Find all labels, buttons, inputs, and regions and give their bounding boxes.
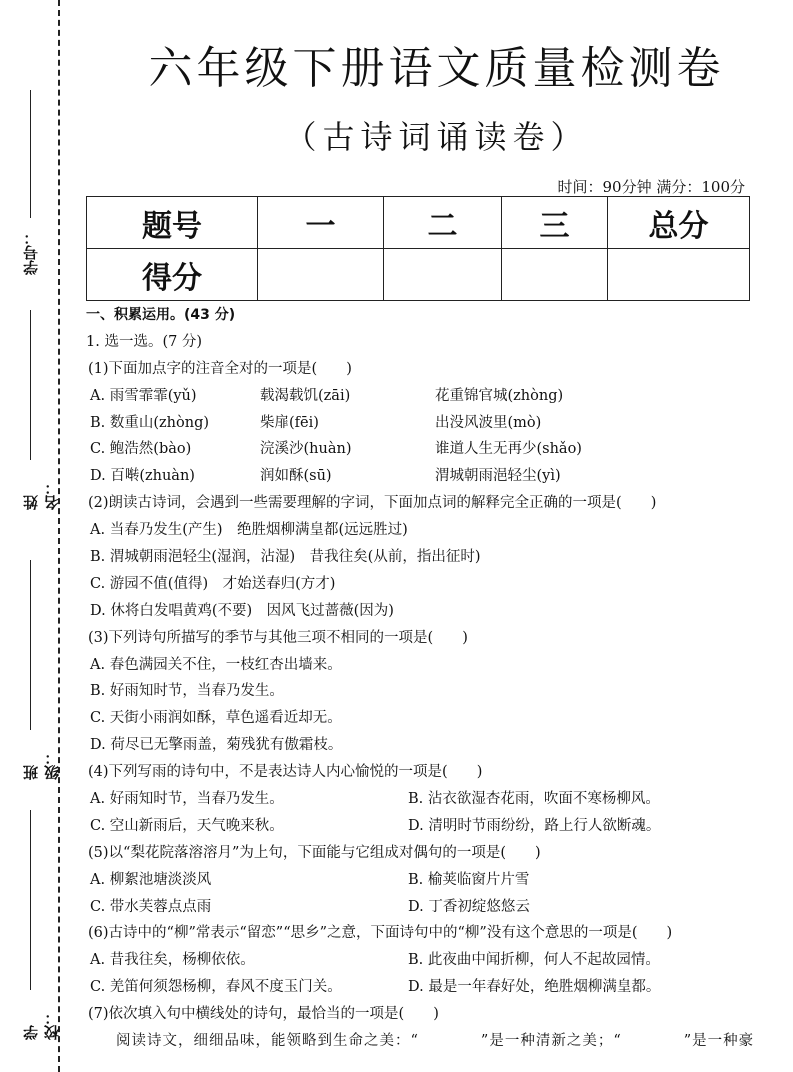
option-c[interactable]: C. 游园不值(值得) 才始送春归(方才) [90, 575, 336, 592]
reading-passage-line: 阅读诗文，细细品味，能领略到生命之美：“ ”是一种清新之美；“ ”是一种豪 [116, 1033, 755, 1050]
school-label: 学校： [22, 1010, 61, 1040]
name-underline [30, 310, 31, 460]
option-d[interactable]: D. 丁香初绽悠悠云 [408, 898, 530, 915]
question-content [86, 302, 776, 1055]
option-d[interactable]: D. 休将白发唱黄鸡(不要) 因风飞过蔷薇(因为) [90, 602, 394, 619]
option-d[interactable]: D. 最是一年春好处，绝胜烟柳满皇都。 [408, 979, 661, 996]
school-underline [30, 810, 31, 990]
option-row [86, 947, 776, 974]
option-b[interactable]: B. 榆荚临窗片片雪 [408, 871, 530, 888]
score-cell-1[interactable] [258, 249, 384, 301]
option-c[interactable]: C. 羌笛何须怨杨柳，春风不度玉门关。 [90, 979, 342, 996]
page-title: 六年级下册语文质量检测卷 [148, 43, 725, 94]
option-row [86, 867, 776, 894]
sub-question-stem: (1)下面加点字的注音全对的一项是( ) [88, 360, 352, 377]
option-b[interactable]: B. 好雨知时节，当春乃发生。 [90, 683, 284, 700]
option-row [86, 436, 776, 463]
option-a[interactable]: A. 柳絮池塘淡淡风 [90, 871, 212, 888]
option-row [86, 383, 776, 410]
sub-question-stem: (7)依次填入句中横线处的诗句，最恰当的一项是( ) [88, 1006, 439, 1023]
score-header-total: 总分 [608, 197, 750, 249]
score-table [86, 196, 750, 301]
score-header-1: 一 [258, 197, 384, 249]
option-d[interactable]: D. 清明时节雨纷纷，路上行人欲断魂。 [408, 817, 661, 834]
option-d[interactable]: D. 百啭(zhuàn) [90, 468, 195, 485]
option-a[interactable]: A. 昔我往矣，杨柳依依。 [90, 952, 255, 969]
option-c[interactable]: C. 空山新雨后，天气晚来秋。 [90, 817, 284, 834]
option-row [86, 974, 776, 1001]
page-subtitle: （古诗词诵读卷） [284, 118, 589, 156]
option-b[interactable]: B. 沾衣欲湿杏花雨，吹面不寒杨柳风。 [408, 791, 660, 808]
option-a[interactable]: A. 好雨知时节，当春乃发生。 [90, 791, 284, 808]
option-b[interactable]: B. 数重山(zhòng) [90, 414, 210, 431]
binding-margin-dashed-line [58, 0, 60, 1072]
option-b-word3: 出没风波里(mò) [435, 414, 542, 431]
option-d[interactable]: D. 荷尽已无擎雨盖，菊残犹有傲霜枝。 [90, 737, 343, 754]
option-a[interactable]: A. 春色满园关不住，一枝红杏出墙来。 [90, 656, 342, 673]
score-row-label: 得分 [87, 249, 258, 301]
score-cell-total[interactable] [608, 249, 750, 301]
sub-question-stem: (6)古诗中的“柳”常表示“留恋”“思乡”之意，下面诗句中的“柳”没有这个意思的一项是( ) [88, 925, 673, 942]
option-c[interactable]: C. 带水芙蓉点点雨 [90, 898, 212, 915]
option-b-word2: 柴扉(fēi) [260, 414, 319, 431]
score-header-3: 三 [502, 197, 608, 249]
sub-question-stem: (2)朗读古诗词，会遇到一些需要理解的字词，下面加点词的解释完全正确的一项是( ) [88, 495, 657, 512]
student-no-field[interactable] [20, 90, 42, 290]
option-c-word2: 浣溪沙(huàn) [260, 441, 352, 458]
option-a-word3: 花重锦官城(zhòng) [435, 387, 564, 404]
option-row [86, 786, 776, 813]
school-field[interactable] [20, 810, 61, 1040]
option-row [86, 894, 776, 921]
option-d-word2: 润如酥(sū) [260, 468, 332, 485]
sub-question-stem: (5)以“梨花院落溶溶月”为上句，下面能与它组成对偶句的一项是( ) [88, 844, 541, 861]
option-b[interactable]: B. 此夜曲中闻折柳，何人不起故园情。 [408, 952, 660, 969]
option-row [86, 813, 776, 840]
score-header-label: 题号 [87, 197, 258, 249]
sub-question-stem: (4)下列写雨的诗句中，不是表达诗人内心愉悦的一项是( ) [88, 764, 483, 781]
sub-question-stem: (3)下列诗句所描写的季节与其他三项不相同的一项是( ) [88, 629, 468, 646]
class-label: 班级： [22, 750, 61, 780]
option-d-word3: 渭城朝雨浥轻尘(yì) [435, 468, 561, 485]
option-c[interactable]: C. 鲍浩然(bào) [90, 441, 192, 458]
name-field[interactable] [20, 310, 61, 510]
score-cell-3[interactable] [502, 249, 608, 301]
option-a[interactable]: A. 雨雪霏霏(yǔ) [90, 387, 197, 404]
class-field[interactable] [20, 560, 61, 780]
student-no-label: 学号： [22, 230, 40, 275]
class-underline [30, 560, 31, 730]
option-row [86, 463, 776, 490]
option-b[interactable]: B. 渭城朝雨浥轻尘(湿润，沾湿) 昔我往矣(从前，指出征时) [90, 549, 481, 566]
name-label: 姓名： [22, 480, 61, 510]
exam-meta: 时间：90分钟 满分：100分 [557, 178, 745, 196]
section-title: 一、积累运用。(43 分) [86, 307, 236, 323]
option-a[interactable]: A. 当春乃发生(产生) 绝胜烟柳满皇都(远远胜过) [90, 522, 408, 539]
option-c-word3: 谁道人生无再少(shǎo) [435, 441, 582, 458]
score-cell-2[interactable] [384, 249, 502, 301]
option-c[interactable]: C. 天街小雨润如酥，草色遥看近却无。 [90, 710, 342, 727]
score-header-2: 二 [384, 197, 502, 249]
student-no-underline [30, 90, 31, 218]
question-1-title: 1. 选一选。(7 分) [86, 333, 203, 350]
option-row [86, 410, 776, 437]
option-a-word2: 载渴载饥(zāi) [260, 387, 351, 404]
